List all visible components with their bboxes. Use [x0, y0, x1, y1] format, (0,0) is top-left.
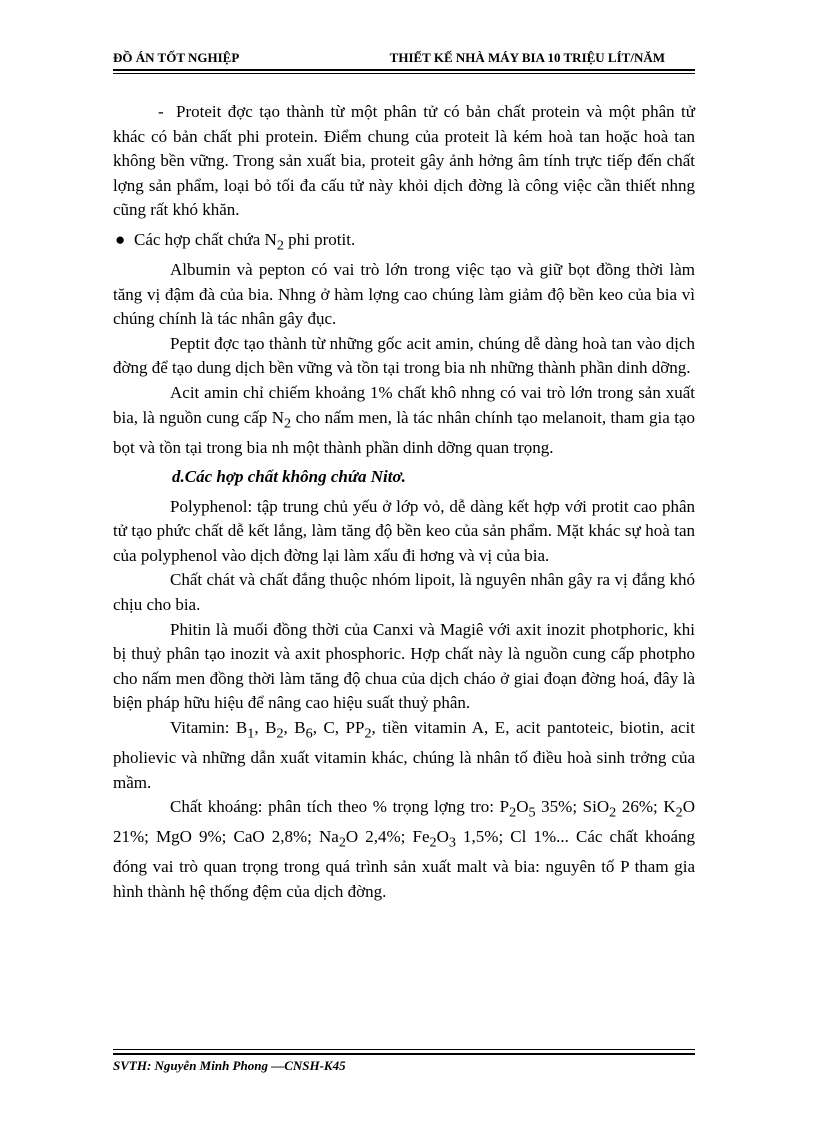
paragraph-vitamin: Vitamin: $B_1$, $B_2$, $B_6$, C, $PP_2$, tiền vitamin A, E, acit pantoteic, biotin, acit pholievic và những dẫn xuất vitamin khác, chúng là nhân tố điều hoà sinh trởng của mầm.	[113, 718, 696, 792]
page-footer: SVTH: Nguyễn Minh Phong —CNSH-K45	[113, 1058, 346, 1073]
paragraph-chat-chat: Chất chát và chất đắng thuộc nhóm lipoit, là nguyên nhân gây ra vị đắng khó chịu cho bia.	[113, 570, 695, 615]
document-body	[113, 100, 695, 904]
header-right-title: THIẾT KẾ NHÀ MÁY BIA 10 TRIỆU LÍT/NĂM	[389, 50, 665, 65]
footer-rule	[113, 1053, 695, 1055]
proteit-text: Proteit đợc tạo thành từ một phân tử có bản chất protein và một phân tử khác có bản chất phi protein. Điểm chung của proteit là kém hoà tan hoặc hoà tan không bền vững. Trong sản xuất bia, proteit gây ảnh hởng âm tính trực tiếp đến chất lợng sản phẩm, loại bỏ tối đa cấu tử này khỏi dịch đờng là công việc cần thiết nhng cũng rất khó khăn.	[113, 102, 695, 220]
dash-marker: -	[158, 102, 164, 121]
header-left-title: ĐỒ ÁN TỐT NGHIỆP	[113, 50, 240, 65]
bullet-icon: ●	[115, 229, 126, 249]
paragraph-khoang: Chất khoáng: phân tích theo % trọng lợng tro: $P_2O_5$ 35%; SiO$_2$ 26%; $K_2O$ 21%; MgO 9%; CaO 2,8%; $Na_2O$ 2,4%; $Fe_2O_3$ 1,5%; Cl 1%... Các chất khoáng đóng vai trò quan trọng trong quá trình sản xuất malt và bia: nguyên tố P tham gia hình thành hệ thống đệm của dịch đờng.	[113, 797, 695, 901]
paragraph-acit-amin: Acit amin chỉ chiếm khoảng 1% chất khô nhng có vai trò lớn trong sản xuất bia, là nguồn cung cấp $N_2$ cho nấm men, là tác nhân chính tạo melanoit, tham gia tạo bọt và tồn tại trong bia nh một thành phần dinh dỡng quan trọng.	[113, 382, 695, 457]
paragraph-proteit	[113, 100, 695, 223]
footer-rule-thin	[113, 1049, 695, 1050]
paragraph-phitin: Phitin là muối đồng thời của Canxi và Magiê với axit inozit photphoric, khi bị thuỷ phân tạo inozit và axit phosphoric. Hợp chất này là nguồn cung cấp photpho cho nấm men đồng thời làm tăng độ chua của dịch cháo ở giai đoạn đờng hoá, đây là biện pháp hữu hiệu để nâng cao hiệu suất thuỷ phân.	[113, 619, 695, 713]
header-rule	[113, 69, 695, 71]
page-header	[113, 50, 695, 68]
paragraph-albumin: Albumin và pepton có vai trò lớn trong việc tạo và giữ bọt đồng thời làm tăng vị đậm đà của bia. Nhng ở hàm lợng cao chúng làm giảm độ bền keo của bia vì chúng chính là tác nhân gây đục.	[113, 259, 695, 329]
bullet-item-nitrogen	[113, 228, 695, 258]
paragraph-peptit: Peptit đợc tạo thành từ những gốc acit amin, chúng dễ dàng hoà tan vào dịch đờng để tạo dung dịch bền vững và tồn tại trong bia nh những thành phần dinh dỡng.	[113, 333, 695, 378]
section-heading: d.Các hợp chất không chứa Nitơ.	[172, 467, 406, 487]
header-rule-thin	[113, 73, 695, 74]
bullet-text: Các hợp chất chứa $N_2$ phi protit.	[134, 229, 356, 254]
paragraph-polyphenol: Polyphenol: tập trung chủ yếu ở lớp vỏ, dễ dàng kết hợp với protit cao phân tử tạo phức chất dễ kết lắng, làm tăng độ bền keo của sản phẩm. Mặt khác sự hoà tan của polyphenol vào dịch đờng lại làm xấu đi hơng và vị của bia.	[113, 496, 695, 565]
